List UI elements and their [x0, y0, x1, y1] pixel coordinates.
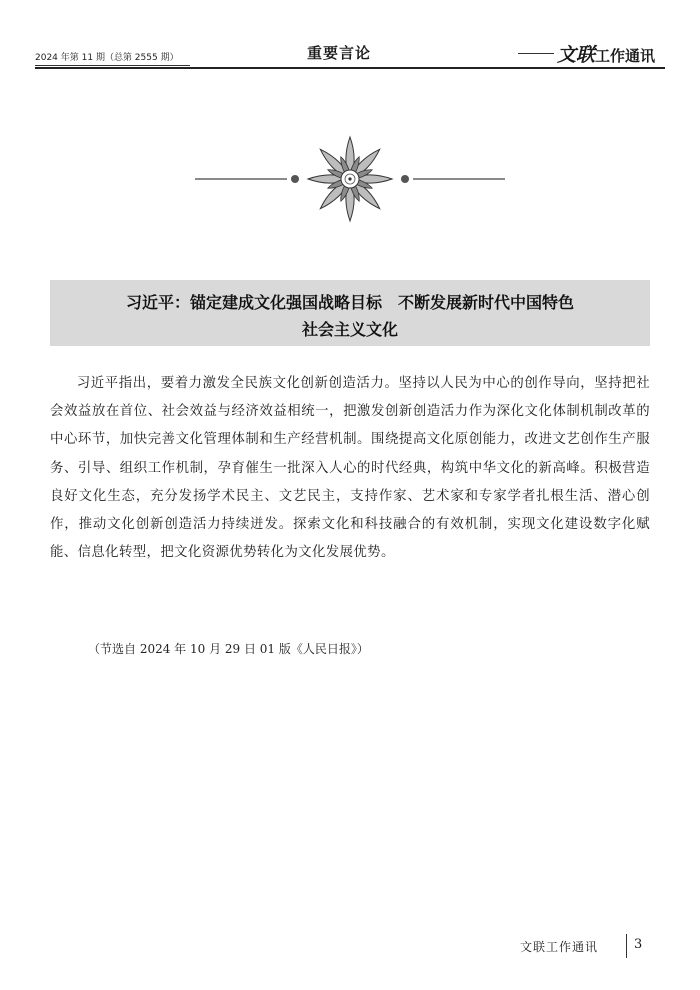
article-source: （节选自 2024 年 10 月 29 日 01 版《人民日报》）: [88, 642, 369, 656]
footer-publication: 文联工作通讯: [520, 940, 599, 954]
header-rule: [35, 67, 665, 69]
flower-ornament-icon: [195, 135, 505, 225]
publication-brand: [557, 40, 655, 67]
brand-divider: [518, 53, 554, 54]
page-number: 3: [634, 937, 643, 952]
article-title-line-1: 习近平：锚定建成文化强国战略目标 不断发展新时代中国特色: [125, 293, 574, 312]
brand-logo: 文联: [557, 44, 596, 66]
page-footer: [520, 934, 650, 960]
article-title-box: [50, 280, 650, 346]
footer-divider: [626, 934, 627, 958]
issue-number: 2024 年第 11 期（总第 2555 期）: [35, 50, 190, 66]
brand-suffix: 工作通讯: [595, 47, 656, 65]
section-title: 重要言论: [307, 44, 372, 62]
article-title-line-2: 社会主义文化: [301, 320, 398, 339]
page-header: [35, 38, 665, 70]
article-body: 习近平指出，要着力激发全民族文化创新创造活力。坚持以人民为中心的创作导向，坚持把社会效益放在首位、社会效益与经济效益相统一，把激发创新创造活力作为深化文化体制机制改革的中心环节，加快完善文化管理体制和生产经营机制。围绕提高文化原创能力，改进文艺创作生产服务、引导、组织工作机制，孕育催生一批深入人心的时代经典，构筑中华文化的新高峰。积极营造良好文化生态，充分发扬学术民主、文艺民主，支持作家、艺术家和专家学者扎根生活、潜心创作，推动文化创新创造活力持续迸发。探索文化和科技融合的有效机制，实现文化建设数字化赋能、信息化转型，把文化资源优势转化为文化发展优势。: [50, 376, 650, 561]
